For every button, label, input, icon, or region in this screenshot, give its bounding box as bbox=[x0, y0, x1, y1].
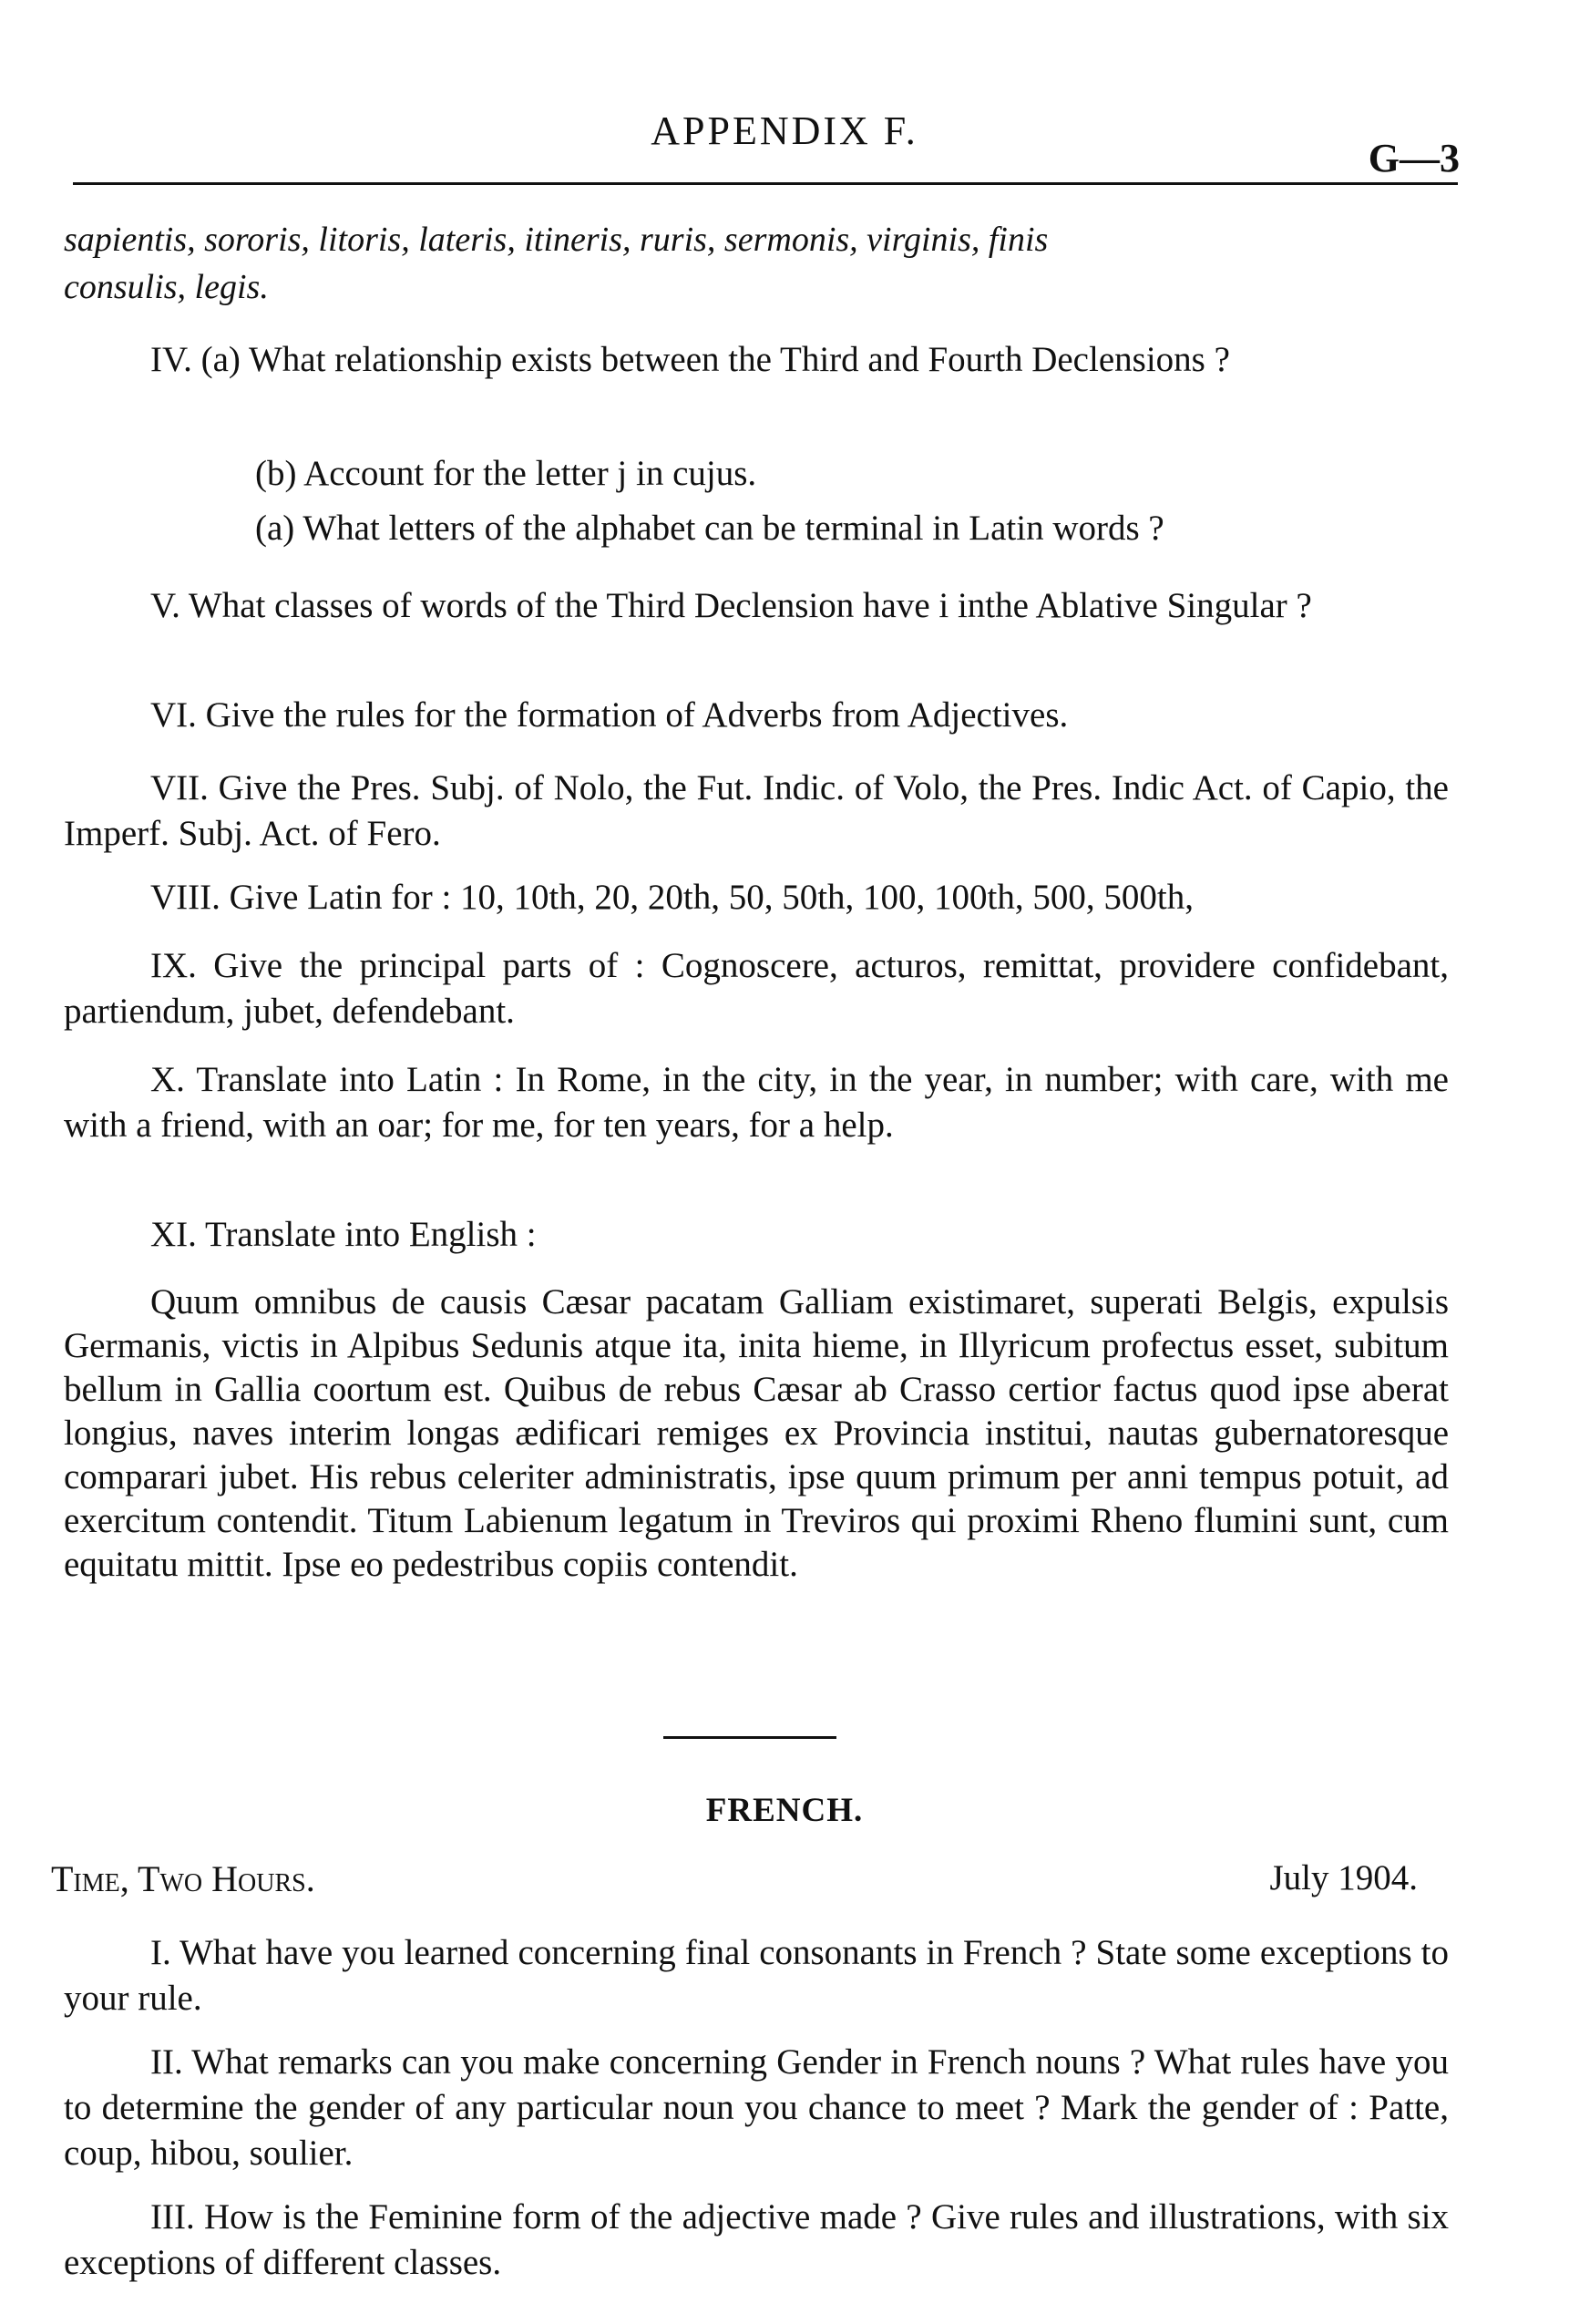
question-4c: (a) What letters of the alphabet can be terminal in Latin words ? bbox=[255, 509, 1164, 548]
section-divider bbox=[663, 1736, 836, 1739]
question-6: VI. Give the rules for the formation of Adverbs from Adjectives. bbox=[150, 695, 1069, 735]
page-number: G—3 bbox=[1368, 136, 1460, 180]
french-section-title: FRENCH. bbox=[705, 1792, 864, 1829]
question-7: VII. Give the Pres. Subj. of Nolo, the Fut. Indic. of Volo, the Pres. Indic Act. of Capio, the Imperf. Subj. Act. of Fero. bbox=[64, 768, 1449, 853]
question-4a: IV. (a) What relationship exists between the Third and Fourth Declensions ? bbox=[150, 340, 1230, 379]
latin-continued-line-2: consulis, legis. bbox=[64, 268, 269, 306]
exam-time: Time, Two Hours. bbox=[51, 1858, 315, 1899]
french-question-3: III. How is the Feminine form of the adjective made ? Give rules and illustrations, with six exceptions of different classes. bbox=[64, 2197, 1449, 2282]
french-question-1: I. What have you learned concerning final consonants in French ? State some exceptions to your rule. bbox=[64, 1933, 1449, 2018]
question-11: XI. Translate into English : bbox=[150, 1215, 537, 1254]
time-and-date-row bbox=[51, 1857, 1418, 1900]
header-rule bbox=[73, 182, 1458, 185]
question-5: V. What classes of words of the Third Declension have i inthe Ablative Singular ? bbox=[150, 586, 1312, 625]
latin-continued-line-1: sapientis, sororis, litoris, lateris, itineris, ruris, sermonis, virginis, finis bbox=[64, 221, 1049, 259]
question-8: VIII. Give Latin for : 10, 10th, 20, 20th, 50, 50th, 100, 100th, 500, 500th, bbox=[150, 878, 1194, 917]
question-9: IX. Give the principal parts of : Cognoscere, acturos, remittat, providere confidebant, partiendum, jubet, defendebant. bbox=[64, 946, 1449, 1031]
running-title: APPENDIX F. bbox=[651, 108, 918, 153]
french-question-2: II. What remarks can you make concerning Gender in French nouns ? What rules have you to determine the gender of any particular noun you chance to meet ? Mark the gender of : Patte, coup, hibou, soulier. bbox=[64, 2042, 1449, 2173]
question-4b: (b) Account for the letter j in cujus. bbox=[255, 454, 757, 493]
exam-date: July 1904. bbox=[1269, 1858, 1418, 1897]
latin-passage: Quum omnibus de causis Cæsar pacatam Galliam existimaret, superati Belgis, expulsis Germanis, victis in Alpibus Sedunis atque ita, inita hieme, in Illyricum profectus esset, subitum bellum in Gallia coortum est. Quibus de rebus Cæsar ab Crasso certior factus quod ipse aberat longius, naves interim longas ædificari remiges ex Provincia institui, nautas gubernatoresque comparari jubet. His rebus celeriter administratis, ipse quum primum per anni tempus potuit, ad exercitum contendit. Titum Labienum legatum in Treviros qui proximi Rheno flumini sunt, cum equitatu mittit. Ipse eo pedestribus copiis contendit. bbox=[64, 1282, 1449, 1584]
question-10: X. Translate into Latin : In Rome, in the city, in the year, in number; with care, with me with a friend, with an oar; for me, for ten years, for a help. bbox=[64, 1060, 1449, 1145]
